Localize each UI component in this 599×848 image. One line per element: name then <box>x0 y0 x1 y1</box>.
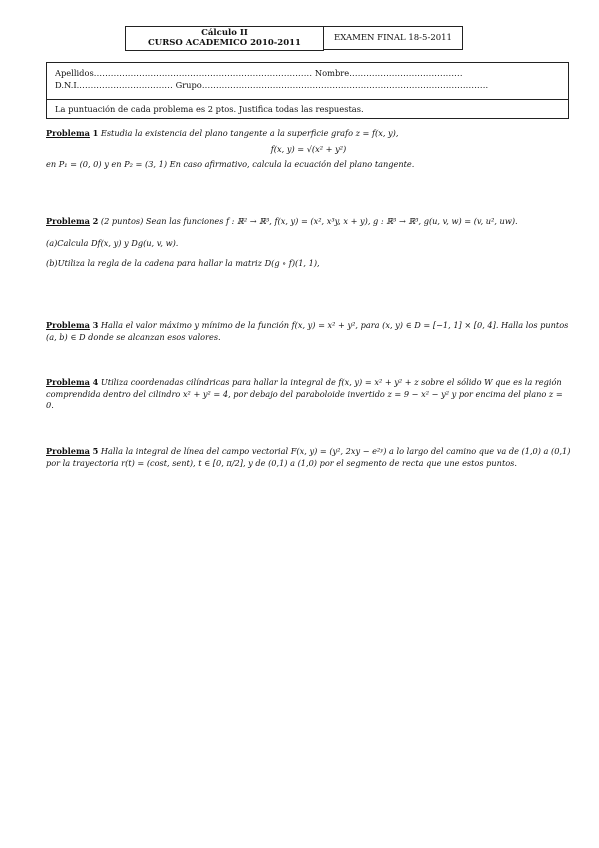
problem-text: (2 puntos) Sean las funciones f : ℝ² → ℝ³, f(x, y) = (x², x³y, x + y), g : ℝ³ → ℝ³, g(u, v, w) = (v, u², uw). <box>100 216 518 226</box>
problem-2 <box>46 216 571 270</box>
problem-number: 4 <box>92 377 99 387</box>
problem-label: Problema <box>46 377 90 387</box>
problem-number: 3 <box>92 320 99 330</box>
problem-label: Problema <box>46 446 90 456</box>
problem-5 <box>46 446 571 469</box>
surname-name-row <box>55 68 563 78</box>
group-label: Grupo <box>175 80 202 90</box>
course-title: Cálculo II <box>201 28 248 38</box>
grading-instructions: La puntuación de cada problema es 2 ptos. Justifica todas las respuestas. <box>55 104 364 114</box>
problem-text: Utiliza coordenadas cilíndricas para hallar la integral de f(x, y) = x² + y² + z sobre el sólido W que es la región comprendida dentro del cilindro x² + y² = 4, por debajo del paraboloide invertido z = 9 − x² − y² y por encima del plano z = 0. <box>46 377 563 410</box>
name-label: Nombre <box>314 68 350 78</box>
problem-4 <box>46 377 571 412</box>
problem-label: Problema <box>46 320 90 330</box>
surname-label: Apellidos <box>55 68 94 78</box>
problem-text: Halla el valor máximo y mínimo de la función f(x, y) = x² + y², para (x, y) ∈ D = [−1, 1] × [0, 4]. Halla los puntos (a, b) ∈ D donde se alcanzan esos valores. <box>46 320 569 342</box>
exam-title-box <box>324 26 463 50</box>
name-blank[interactable]: ........................................ <box>349 68 463 78</box>
problem-text: Halla la integral de línea del campo vectorial F(x, y) = (y², 2xy − e²ʸ) a lo largo del camino que va de (1,0) a (0,1) por la trayectoria r(t) = (cost, sent), t ∈ [0, π/2], y de (0,1) a (1,0) por el segmento de recta que une estos puntos. <box>46 446 571 468</box>
problem-text: Estudia la existencia del plano tangente a la superficie grafo z = f(x, y), <box>100 128 399 138</box>
academic-year: CURSO ACADEMICO 2010-2011 <box>148 38 301 48</box>
problem-text-continued: en P₁ = (0, 0) y en P₂ = (3, 1) En caso afirmativo, calcula la ecuación del plano tangente. <box>46 159 415 169</box>
group-blank[interactable]: ..................................................................................................... <box>201 80 489 90</box>
exam-header <box>125 26 463 50</box>
course-box <box>125 26 324 51</box>
surname-blank[interactable]: ............................................................................. <box>93 68 313 78</box>
dni-label: D.N.I. <box>55 80 80 90</box>
problem-label: Problema <box>46 216 90 226</box>
student-info-box <box>46 62 569 119</box>
problem-3 <box>46 320 571 343</box>
problem-label: Problema <box>46 128 90 138</box>
problem-1 <box>46 128 571 171</box>
problem-number: 5 <box>92 446 99 456</box>
problem-part-a: (a)Calcula Df(x, y) y Dg(u, v, w). <box>46 237 179 248</box>
exam-title: EXAMEN FINAL 18-5-2011 <box>334 33 452 43</box>
info-divider <box>47 99 568 100</box>
dni-group-row <box>55 80 563 90</box>
problem-part-b: (b)Utiliza la regla de la cadena para hallar la matriz D(g ∘ f)(1, 1), <box>46 258 320 268</box>
problem-equation: f(x, y) = √(x² + y²) <box>270 143 347 154</box>
problem-number: 2 <box>92 216 99 226</box>
problem-number: 1 <box>92 128 99 138</box>
dni-blank[interactable]: ................................. <box>79 80 173 90</box>
